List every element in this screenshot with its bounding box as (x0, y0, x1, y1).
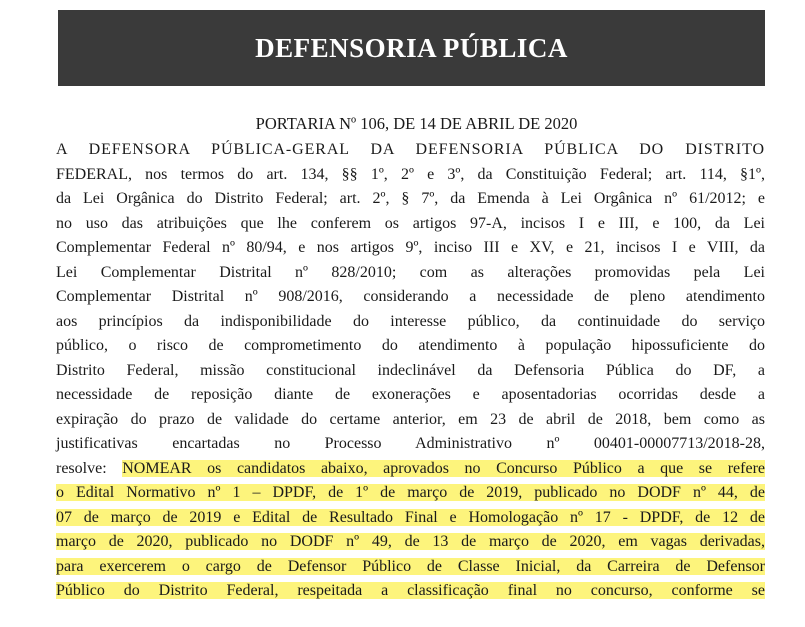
body-line: público, o risco de comprometimento do atendimento à população hipossuficiente do (56, 337, 765, 354)
body-line: justificativas encartadas no Processo Administrativo nº 00401-00007713/2018-28, (56, 435, 765, 452)
header-title: DEFENSORIA PÚBLICA (255, 32, 568, 63)
body-line: Distrito Federal, missão constitucional indeclinável da Defensoria Pública do DF, a (56, 361, 765, 379)
highlighted-line (56, 506, 765, 531)
highlighted-text: 07 de março de 2019 e Edital de Resultado Final e Homologação nº 17 - DPDF, de 12 de (56, 508, 765, 526)
cutoff-mask (0, 600, 805, 627)
body-line: Complementar Distrital nº 908/2016, considerando a necessidade de pleno atendimento (56, 288, 765, 305)
page-header (58, 10, 765, 86)
body-line: A DEFENSORA PÚBLICA-GERAL DA DEFENSORIA PÚBLICA DO DISTRITO (56, 141, 765, 158)
highlighted-line (56, 481, 765, 506)
resolve-line (56, 457, 765, 482)
highlighted-line (56, 555, 765, 580)
highlighted-line (56, 530, 765, 555)
document-body (56, 138, 765, 604)
body-line: Complementar Federal nº 80/94, e nos artigos 9º, inciso III e XV, e 21, incisos I e VIII, da (56, 239, 765, 256)
highlighted-text: o Edital Normativo nº 1 – DPDF, de 1º de março de 2019, publicado no DODF nº 44, de (56, 484, 765, 501)
highlighted-text: Público do Distrito Federal, respeitada a classificação final no concurso, conforme se (56, 582, 765, 599)
highlighted-text: NOMEAR os candidatos abaixo, aprovados no Concurso Público a que se refere (122, 459, 765, 477)
resolve-label: resolve: (56, 459, 123, 477)
body-line: aos princípios da indisponibilidade do interesse público, da continuidade do serviço (56, 312, 765, 330)
body-line: expiração do prazo de validade do certame anterior, em 23 de abril de 2018, bem como as (56, 410, 765, 428)
body-line: Lei Complementar Distrital nº 828/2010; com as alterações promovidas pela Lei (56, 263, 765, 281)
body-line: FEDERAL, nos termos do art. 134, §§ 1º, 2º e 3º, da Constituição Federal; art. 114, §1º, (56, 165, 765, 183)
body-line: necessidade de reposição diante de exonerações e aposentadorias ocorridas desde a (56, 386, 765, 403)
highlighted-text: março de 2020, publicado no DODF nº 49, de 13 de março de 2020, em vagas derivadas, (56, 533, 765, 550)
body-line: da Lei Orgânica do Distrito Federal; art. 2º, § 7º, da Emenda à Lei Orgânica nº 61/2012; e (56, 190, 765, 207)
body-line: no uso das atribuições que lhe conferem os artigos 97-A, incisos I e III, e 100, da Lei (56, 214, 765, 232)
portaria-title: PORTARIA Nº 106, DE 14 DE ABRIL DE 2020 (255, 114, 578, 133)
highlighted-text: para exercerem o cargo de Defensor Público de Classe Inicial, da Carreira de Defensor (56, 557, 765, 575)
